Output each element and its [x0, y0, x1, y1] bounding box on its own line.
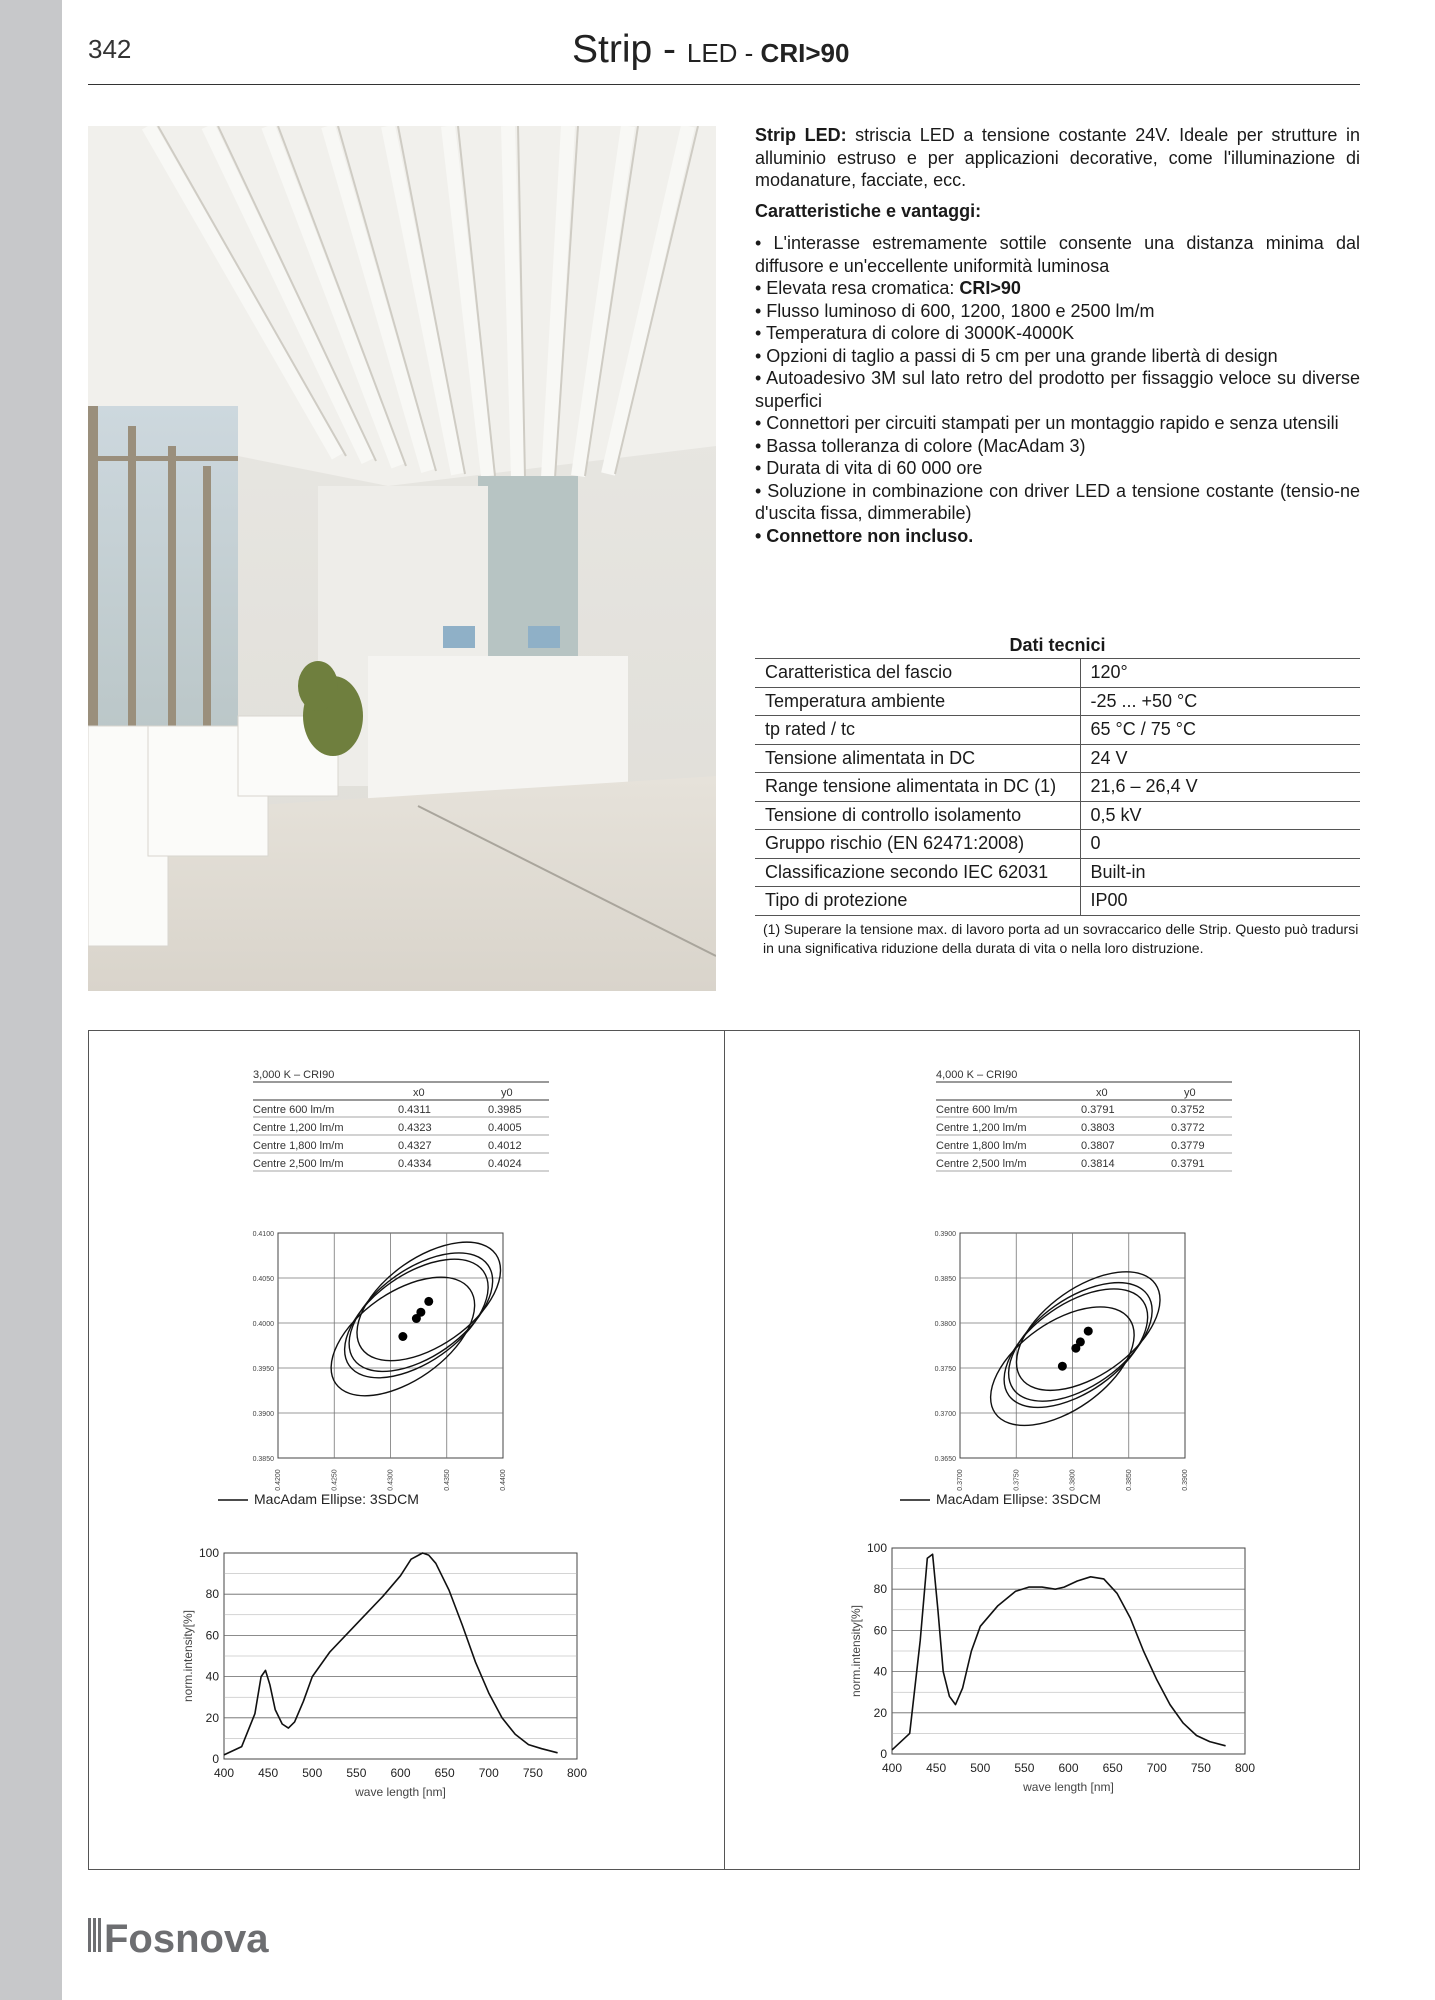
spectrum-xtick: 700: [1146, 1761, 1167, 1775]
page-number: 342: [88, 34, 132, 64]
scatter-ytick: 0.4000: [252, 1321, 274, 1328]
tech-row: [755, 773, 1360, 802]
cie-row-x: 0.4311: [398, 1104, 431, 1116]
chromaticity-point: [416, 1308, 425, 1317]
scatter-xtick: 0.4200: [275, 1469, 282, 1491]
cie-row-y: 0.3752: [1171, 1104, 1205, 1116]
chromaticity-point: [1058, 1362, 1067, 1371]
cie-row-y: 0.3791: [1171, 1158, 1205, 1170]
tech-row: [755, 744, 1360, 773]
scatter-xtick: 0.4400: [500, 1469, 507, 1491]
intro-lead-text: striscia LED a tensione costante 24V. Ideale per strutture in alluminio estruso e per applicazioni decorative, come l'illuminazione di modanature, facciate, ecc.: [755, 125, 1360, 190]
cie-row-x: 0.3807: [1081, 1140, 1115, 1152]
spectrum-ytick: 0: [212, 1752, 219, 1766]
spectrum-xtick: 400: [881, 1761, 903, 1775]
scatter-ytick: 0.3950: [252, 1366, 274, 1373]
tech-label: Caratteristica del fascio: [755, 659, 1080, 688]
title-cri: CRI>90: [760, 38, 850, 68]
scatter-ytick: 0.4100: [252, 1231, 274, 1238]
cie-row-x: 0.3814: [1081, 1158, 1115, 1170]
connector-note: [755, 525, 1360, 548]
cie-row-label: Centre 2,500 lm/m: [253, 1158, 344, 1170]
intro-text: [755, 124, 1360, 547]
spectrum-xlabel: wave length [nm]: [355, 1785, 446, 1799]
logo-text: Fosnova: [104, 1917, 269, 1961]
tech-row: [755, 887, 1360, 916]
cie-col-x: x0: [1096, 1087, 1108, 1099]
spectrum-xtick: 800: [566, 1766, 588, 1780]
spectrum-ytick: 20: [873, 1705, 887, 1720]
cie-row-label: Centre 1,800 lm/m: [253, 1140, 344, 1152]
scatter-xtick: 0.4350: [443, 1469, 451, 1491]
spectrum-xlabel: wave length [nm]: [1023, 1780, 1114, 1794]
tech-value: 120°: [1080, 659, 1360, 688]
scatter-xtick: 0.3800: [1069, 1469, 1077, 1491]
scatter-ytick: 0.4050: [252, 1276, 274, 1283]
tech-value: 21,6 – 26,4 V: [1080, 773, 1360, 802]
title-strip: Strip -: [572, 28, 687, 71]
scatter-xtick: 0.3750: [1013, 1469, 1021, 1491]
tech-title: Dati tecnici: [1009, 635, 1106, 655]
cie-row-y: 0.3772: [1171, 1122, 1205, 1134]
cie-row-label: Centre 2,500 lm/m: [936, 1158, 1027, 1170]
intro-lead: Strip LED:: [755, 125, 847, 145]
page-title: [572, 28, 849, 72]
scatter-xtick: 0.3850: [1125, 1469, 1133, 1491]
spectrum-xtick: 450: [258, 1766, 279, 1780]
feature-item: • Opzioni di taglio a passi di 5 cm per una grande libertà di design: [755, 345, 1278, 366]
tech-label: Classificazione secondo IEC 62031: [755, 858, 1080, 887]
chart-panel: [724, 1030, 1360, 1870]
tech-row: [755, 687, 1360, 716]
brand-logo: [88, 1912, 298, 1967]
tech-label: Tipo di protezione: [755, 887, 1080, 916]
cie-row-x: 0.4327: [398, 1140, 432, 1152]
spectrum-xtick: 600: [390, 1766, 411, 1780]
spectrum-xtick: 800: [1234, 1761, 1256, 1775]
cie-table-title: 3,000 K – CRI90: [253, 1069, 335, 1081]
spectrum-xtick: 600: [1058, 1761, 1079, 1775]
spectrum-xtick: 500: [970, 1761, 991, 1775]
tech-label: Tensione alimentata in DC: [755, 744, 1080, 773]
tech-row: [755, 716, 1360, 745]
scatter-ytick: 0.3850: [252, 1456, 274, 1463]
chromaticity-point: [1084, 1327, 1093, 1336]
cie-row-label: Centre 600 lm/m: [253, 1104, 335, 1116]
tech-row: [755, 858, 1360, 887]
feature-item: • Connettori per circuiti stampati per un montaggio rapido e senza utensili: [755, 413, 1339, 433]
cie-row-label: Centre 1,800 lm/m: [936, 1140, 1027, 1152]
tech-data: [755, 632, 1360, 958]
feature-item: • Flusso luminoso di 600, 1200, 1800 e 2500 lm/m: [755, 300, 1155, 321]
features-title: Caratteristiche e vantaggi:: [755, 200, 982, 221]
cri-prefix: • Elevata resa cromatica:: [755, 278, 960, 298]
cie-col-x: x0: [413, 1087, 425, 1099]
spectrum-xtick: 550: [346, 1766, 367, 1780]
tech-value: -25 ... +50 °C: [1080, 687, 1360, 716]
spectrum-ylabel: norm.intensity[%]: [181, 1609, 195, 1703]
spectrum-xtick: 700: [478, 1766, 499, 1780]
cie-row-x: 0.3791: [1081, 1104, 1115, 1116]
spectrum-xtick: 400: [213, 1766, 235, 1780]
cie-row-y: 0.4005: [488, 1122, 522, 1134]
spectrum-ytick: 20: [205, 1710, 219, 1725]
spectrum-ytick: 40: [205, 1669, 219, 1684]
tech-row: [755, 830, 1360, 859]
scatter-xtick: 0.3700: [957, 1469, 964, 1491]
spectrum-xtick: 500: [302, 1766, 323, 1780]
cie-table-title: 4,000 K – CRI90: [936, 1069, 1018, 1081]
scatter-ytick: 0.3700: [934, 1411, 956, 1418]
cie-row-label: Centre 1,200 lm/m: [936, 1122, 1027, 1134]
spectrum-line: [224, 1553, 558, 1755]
cie-row-label: Centre 600 lm/m: [936, 1104, 1018, 1116]
tech-value: 65 °C / 75 °C: [1080, 716, 1360, 745]
spectrum-xtick: 750: [1190, 1761, 1211, 1775]
tech-label: Gruppo rischio (EN 62471:2008): [755, 830, 1080, 859]
cie-row-x: 0.4334: [398, 1158, 432, 1170]
spectrum-line: [892, 1554, 1226, 1750]
tech-value: 24 V: [1080, 744, 1360, 773]
spectrum-xtick: 550: [1014, 1761, 1035, 1775]
cie-row-x: 0.4323: [398, 1122, 432, 1134]
title-led: LED -: [686, 38, 761, 68]
chromaticity-point: [1076, 1337, 1085, 1346]
tech-value: Built-in: [1080, 858, 1360, 887]
cie-row-y: 0.4024: [488, 1158, 522, 1170]
cie-row-y: 0.3985: [488, 1104, 522, 1116]
chromaticity-point: [398, 1332, 407, 1341]
tech-label: Range tensione alimentata in DC (1): [755, 773, 1080, 802]
cie-row-label: Centre 1,200 lm/m: [253, 1122, 344, 1134]
tech-row: [755, 801, 1360, 830]
scatter-ytick: 0.3900: [252, 1411, 274, 1418]
spectrum-ytick: 100: [866, 1541, 887, 1555]
feature-item: • L'interasse estremamente sottile consente una distanza minima dal diffusore e un'eccellente uniformità luminosa: [755, 233, 1360, 276]
cie-row-y: 0.4012: [488, 1140, 522, 1152]
spectrum-ylabel: norm.intensity[%]: [849, 1604, 863, 1698]
legend-label: MacAdam Ellipse: 3SDCM: [254, 1491, 419, 1507]
spectrum-ytick: 60: [873, 1623, 887, 1638]
feature-item: • Autoadesivo 3M sul lato retro del prodotto per fissaggio veloce su diverse superfici: [755, 368, 1360, 411]
feature-item: • Durata di vita di 60 000 ore: [755, 458, 983, 478]
features-list: [755, 232, 1360, 547]
scatter-xtick: 0.3900: [1182, 1469, 1189, 1491]
feature-item: • Bassa tolleranza di colore (MacAdam 3): [755, 435, 1086, 456]
tech-label: Temperatura ambiente: [755, 687, 1080, 716]
connector-note-text: • Connettore non incluso.: [755, 525, 974, 546]
spectrum-ytick: 80: [873, 1582, 887, 1597]
tech-table: [755, 658, 1360, 916]
intro-paragraph: [755, 124, 1360, 192]
chart-panel: [88, 1030, 724, 1870]
scatter-xtick: 0.4300: [387, 1469, 395, 1491]
chromaticity-point: [424, 1297, 433, 1306]
cri-value: CRI>90: [959, 278, 1021, 298]
spectrum-ytick: 0: [880, 1747, 887, 1761]
scatter-ytick: 0.3650: [934, 1456, 956, 1463]
spectrum-ytick: 80: [205, 1587, 219, 1602]
spectrum-ytick: 100: [198, 1546, 219, 1560]
tech-value: IP00: [1080, 887, 1360, 916]
feature-item: • Soluzione in combinazione con driver LED a tensione costante (tensio-ne d'uscita fissa, dimmerabile): [755, 480, 1360, 523]
scatter-ytick: 0.3750: [934, 1366, 956, 1373]
spectrum-xtick: 450: [926, 1761, 947, 1775]
feature-item-cri: [755, 277, 1360, 300]
tech-label: tp rated / tc: [755, 716, 1080, 745]
interior-photo: [88, 126, 716, 991]
tech-value: 0: [1080, 830, 1360, 859]
cie-row-y: 0.3779: [1171, 1140, 1205, 1152]
scatter-ytick: 0.3900: [934, 1231, 956, 1238]
side-band: [0, 0, 62, 2000]
feature-item: • Temperatura di colore di 3000K-4000K: [755, 323, 1075, 343]
header-rule: [88, 84, 1360, 85]
scatter-xtick: 0.4250: [331, 1469, 339, 1491]
spectrum-ytick: 60: [205, 1628, 219, 1643]
scatter-ytick: 0.3850: [934, 1276, 956, 1283]
cie-col-y: y0: [1184, 1087, 1196, 1099]
tech-label: Tensione di controllo isolamento: [755, 801, 1080, 830]
cie-col-y: y0: [501, 1087, 513, 1099]
spectrum-xtick: 650: [1102, 1761, 1123, 1775]
spectrum-xtick: 650: [434, 1766, 455, 1780]
tech-row: [755, 659, 1360, 688]
cie-row-x: 0.3803: [1081, 1122, 1115, 1134]
scatter-ytick: 0.3800: [934, 1321, 956, 1328]
legend-label: MacAdam Ellipse: 3SDCM: [936, 1491, 1101, 1507]
tech-footnote: (1) Superare la tensione max. di lavoro porta ad un sovraccarico delle Strip. Questo può tradursi in una significativa riduzione della durata di vita o nella loro distruzione.: [763, 920, 1359, 956]
tech-value: 0,5 kV: [1080, 801, 1360, 830]
spectrum-ytick: 40: [873, 1664, 887, 1679]
spectrum-xtick: 750: [522, 1766, 543, 1780]
